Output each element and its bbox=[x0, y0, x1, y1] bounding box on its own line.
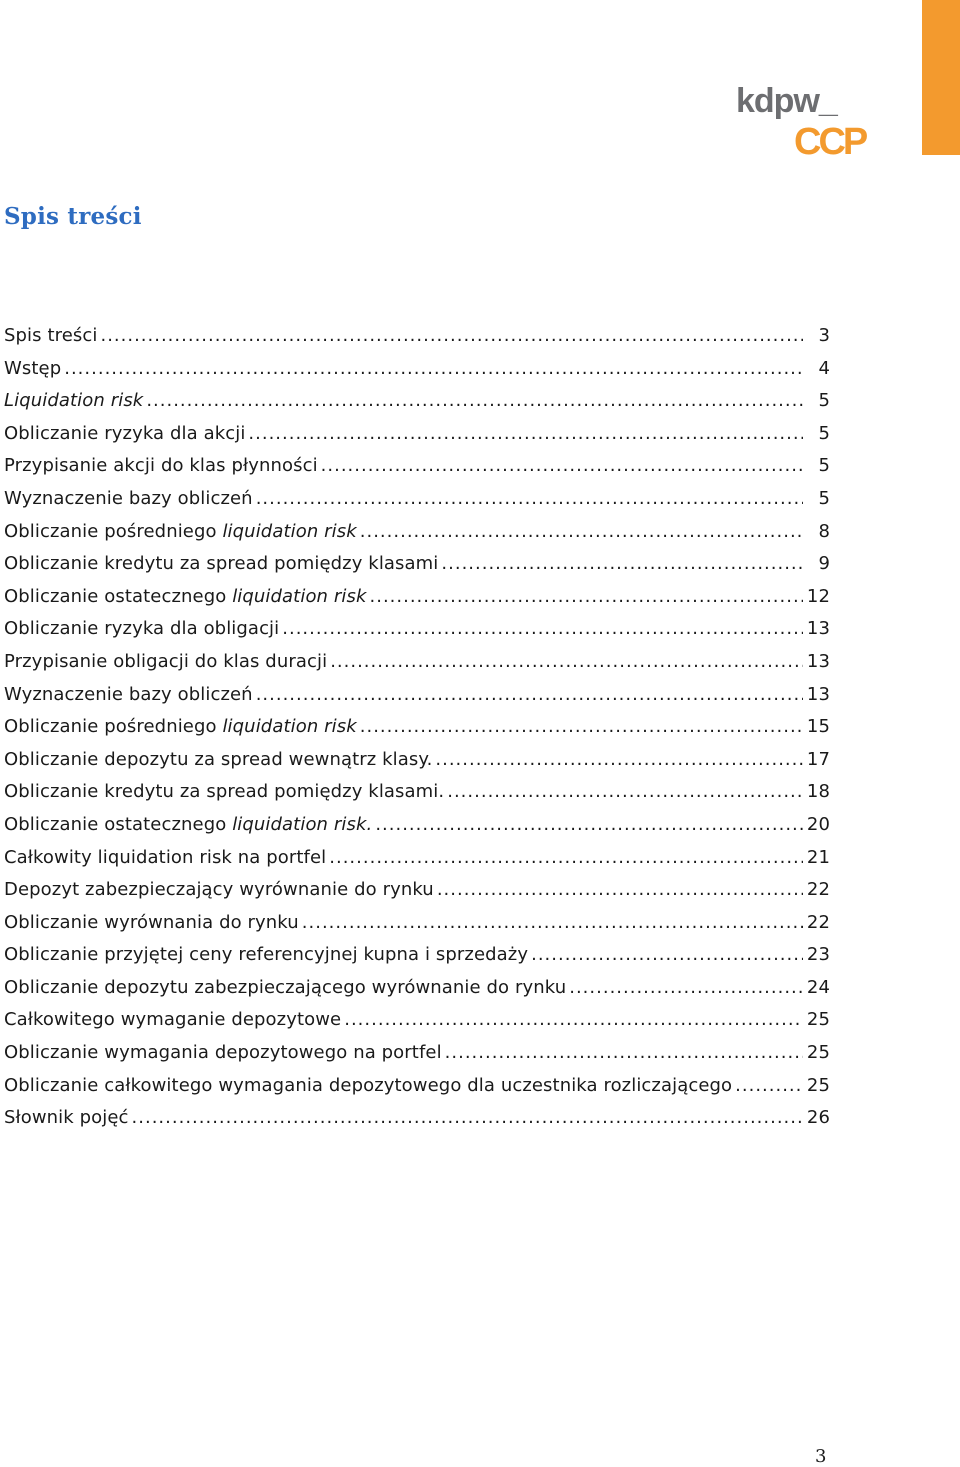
toc-entry-title bbox=[4, 907, 299, 940]
toc-entry[interactable] bbox=[4, 1037, 830, 1070]
toc-entry-title bbox=[4, 1070, 732, 1103]
kdpw-ccp-logo bbox=[736, 82, 870, 162]
toc-dot-leader bbox=[146, 385, 803, 418]
toc-dot-leader bbox=[302, 907, 803, 940]
toc-dot-leader bbox=[329, 842, 803, 875]
toc-entry[interactable] bbox=[4, 516, 830, 549]
logo-text-top: kdpw_ bbox=[736, 82, 837, 120]
toc-entry-title-italic: Liquidation risk bbox=[4, 390, 144, 412]
toc-entry-page: 13 bbox=[806, 650, 830, 672]
toc-entry-title bbox=[4, 874, 434, 907]
toc-dot-leader bbox=[735, 1070, 803, 1103]
toc-dot-leader bbox=[100, 320, 803, 353]
toc-entry-title-text: Słownik pojęć bbox=[4, 1107, 129, 1129]
toc-entry-page: 22 bbox=[806, 911, 830, 933]
toc-entry-title bbox=[4, 353, 61, 386]
toc-entry-page: 5 bbox=[818, 487, 830, 509]
toc-entry-title-italic: liquidation risk bbox=[222, 520, 357, 542]
toc-entry-page: 26 bbox=[806, 1107, 830, 1129]
toc-entry[interactable] bbox=[4, 548, 830, 581]
toc-dot-leader bbox=[321, 450, 803, 483]
toc-entry[interactable] bbox=[4, 581, 830, 614]
toc-entry-title bbox=[4, 744, 432, 777]
toc-entry[interactable] bbox=[4, 353, 830, 386]
toc-entry-title bbox=[4, 809, 372, 842]
toc-entry-page: 18 bbox=[806, 781, 830, 803]
toc-entry-page: 21 bbox=[806, 846, 830, 868]
toc-dot-leader bbox=[447, 776, 803, 809]
toc-entry-title-text: Wyznaczenie bazy obliczeń bbox=[4, 487, 253, 509]
toc-entry-page: 20 bbox=[806, 813, 830, 835]
toc-entry-title bbox=[4, 516, 357, 549]
toc-entry-page: 13 bbox=[806, 618, 830, 640]
toc-dot-leader bbox=[437, 874, 803, 907]
toc-entry-title-text: Obliczanie pośredniego bbox=[4, 520, 223, 542]
toc-entry-page: 25 bbox=[806, 1042, 830, 1064]
toc-entry-title-text: Obliczanie ryzyka dla obligacji bbox=[4, 618, 280, 640]
toc-entry-title-text: Obliczanie depozytu zabezpieczającego wyrównanie do rynku bbox=[4, 976, 567, 998]
toc-entry-title-text: Obliczanie kredytu za spread pomiędzy klasami bbox=[4, 553, 439, 575]
toc-entry-title-text: Obliczanie ostatecznego bbox=[4, 813, 233, 835]
toc-dot-leader bbox=[360, 711, 803, 744]
toc-dot-leader bbox=[330, 646, 803, 679]
toc-entry-title-text: Obliczanie depozytu za spread wewnątrz klasy. bbox=[4, 748, 433, 770]
toc-dot-leader bbox=[569, 972, 803, 1005]
toc-entry-title-text: Przypisanie akcji do klas płynności bbox=[4, 455, 318, 477]
toc-entry-page: 9 bbox=[818, 553, 830, 575]
toc-entry-title-text: Wstęp bbox=[4, 357, 62, 379]
toc-dot-leader bbox=[344, 1004, 803, 1037]
toc-dot-leader bbox=[435, 744, 803, 777]
toc-entry[interactable] bbox=[4, 1004, 830, 1037]
toc-entry[interactable] bbox=[4, 613, 830, 646]
toc-entry-title-text: Wyznaczenie bazy obliczeń bbox=[4, 683, 253, 705]
toc-entry-page: 12 bbox=[806, 585, 830, 607]
toc-dot-leader bbox=[256, 483, 803, 516]
toc-entry[interactable] bbox=[4, 483, 830, 516]
toc-entry-page: 23 bbox=[806, 944, 830, 966]
toc-entry-title bbox=[4, 1037, 442, 1070]
toc-entry[interactable] bbox=[4, 939, 830, 972]
toc-entry-page: 22 bbox=[806, 879, 830, 901]
toc-dot-leader bbox=[360, 516, 803, 549]
toc-entry-title bbox=[4, 679, 253, 712]
toc-entry-title-text: Depozyt zabezpieczający wyrównanie do rynku bbox=[4, 879, 434, 901]
toc-entry[interactable] bbox=[4, 1070, 830, 1103]
toc-dot-leader bbox=[441, 548, 803, 581]
toc-entry[interactable] bbox=[4, 744, 830, 777]
toc-entry-page: 13 bbox=[806, 683, 830, 705]
toc-entry-title-text: Obliczanie przyjętej ceny referencyjnej kupna i sprzedaży bbox=[4, 944, 529, 966]
toc-entry-title-italic: liquidation risk bbox=[222, 716, 357, 738]
toc-entry-title bbox=[4, 972, 566, 1005]
toc-entry-title-text: Obliczanie kredytu za spread pomiędzy klasami. bbox=[4, 781, 445, 803]
toc-dot-leader bbox=[64, 353, 803, 386]
toc-dot-leader bbox=[370, 581, 804, 614]
toc-dot-leader bbox=[375, 809, 803, 842]
toc-entry-title-text: Obliczanie całkowitego wymagania depozytowego dla uczestnika rozliczającego bbox=[4, 1074, 733, 1096]
toc-entry[interactable] bbox=[4, 907, 830, 940]
toc-dot-leader bbox=[256, 679, 803, 712]
toc-entry-title-text: Obliczanie ostatecznego bbox=[4, 585, 233, 607]
toc-entry[interactable] bbox=[4, 679, 830, 712]
page-number: 3 bbox=[815, 1446, 827, 1467]
toc-entry-page: 17 bbox=[806, 748, 830, 770]
toc-entry-title-italic: liquidation risk. bbox=[232, 813, 373, 835]
toc-entry[interactable] bbox=[4, 385, 830, 418]
toc-dot-leader bbox=[531, 939, 803, 972]
toc-entry-title bbox=[4, 646, 327, 679]
toc-entry-title bbox=[4, 842, 326, 875]
toc-entry[interactable] bbox=[4, 646, 830, 679]
toc-entry-title-text: Przypisanie obligacji do klas duracji bbox=[4, 650, 328, 672]
toc-entry-page: 3 bbox=[818, 325, 830, 346]
toc-entry[interactable] bbox=[4, 972, 830, 1005]
toc-entry-title bbox=[4, 418, 245, 451]
toc-entry-title bbox=[4, 613, 279, 646]
toc-entry-title-text: Całkowity liquidation risk na portfel bbox=[4, 846, 327, 868]
toc-entry-title bbox=[4, 776, 444, 809]
toc-entry[interactable] bbox=[4, 711, 830, 744]
toc-entry-title bbox=[4, 320, 97, 353]
page-title: Spis treści bbox=[4, 203, 142, 230]
toc-entry-title bbox=[4, 483, 253, 516]
toc-entry[interactable] bbox=[4, 418, 830, 451]
toc-entry-page: 25 bbox=[806, 1074, 830, 1096]
logo-text-bottom: CCP bbox=[794, 121, 866, 162]
toc-entry[interactable] bbox=[4, 776, 830, 809]
toc-entry[interactable] bbox=[4, 320, 830, 353]
toc-entry-title-text: Obliczanie wymagania depozytowego na portfel bbox=[4, 1042, 442, 1064]
toc-entry-title-text: Spis treści bbox=[4, 325, 98, 346]
toc-entry-title-text: Obliczanie ryzyka dla akcji bbox=[4, 422, 246, 444]
toc-entry-page: 5 bbox=[818, 390, 830, 412]
toc-entry-page: 5 bbox=[818, 422, 830, 444]
toc-entry[interactable] bbox=[4, 1102, 830, 1135]
toc-entry-title bbox=[4, 385, 143, 418]
toc-entry-title bbox=[4, 1004, 341, 1037]
table-of-contents bbox=[4, 320, 830, 1135]
toc-entry-page: 24 bbox=[806, 976, 830, 998]
toc-entry-page: 4 bbox=[818, 357, 830, 379]
toc-entry-title bbox=[4, 548, 438, 581]
toc-entry[interactable] bbox=[4, 874, 830, 907]
toc-dot-leader bbox=[282, 613, 803, 646]
toc-entry-page: 15 bbox=[806, 716, 830, 738]
toc-entry-title-text: Obliczanie pośredniego bbox=[4, 716, 223, 738]
toc-entry-title bbox=[4, 939, 528, 972]
toc-entry-title bbox=[4, 581, 367, 614]
toc-entry-page: 5 bbox=[818, 455, 830, 477]
toc-entry-title-italic: liquidation risk bbox=[232, 585, 367, 607]
toc-entry-page: 8 bbox=[818, 520, 830, 542]
toc-dot-leader bbox=[248, 418, 803, 451]
toc-entry-title-text: Obliczanie wyrównania do rynku bbox=[4, 911, 299, 933]
toc-entry-title bbox=[4, 711, 357, 744]
toc-entry[interactable] bbox=[4, 842, 830, 875]
toc-entry-title-text: Całkowitego wymaganie depozytowe bbox=[4, 1009, 342, 1031]
toc-entry[interactable] bbox=[4, 450, 830, 483]
toc-entry-title bbox=[4, 450, 318, 483]
toc-dot-leader bbox=[445, 1037, 803, 1070]
corner-accent-bar bbox=[922, 0, 960, 155]
toc-entry-page: 25 bbox=[806, 1009, 830, 1031]
toc-entry[interactable] bbox=[4, 809, 830, 842]
toc-entry-title bbox=[4, 1102, 129, 1135]
toc-dot-leader bbox=[132, 1102, 803, 1135]
